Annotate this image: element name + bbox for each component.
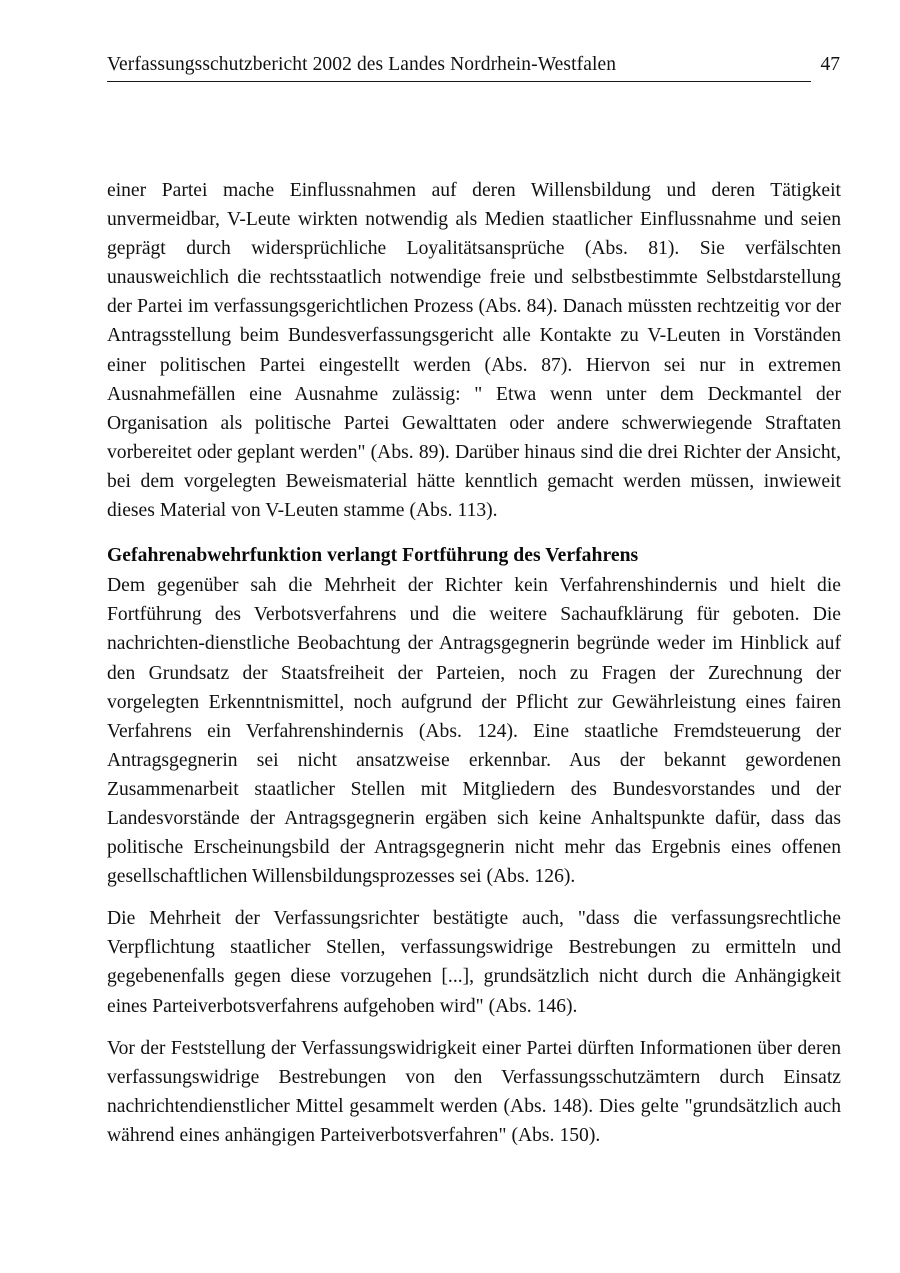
body-paragraph-2: Dem gegenüber sah die Mehrheit der Richter kein Verfahrenshindernis und hielt die Fortführung des Verbotsverfahrens und die weitere Sachaufklärung für geboten. Die nachrichten-dienstliche Beobachtung der Antragsgegnerin begründe weder im Hinblick auf den Grundsatz der Staatsfreiheit der Parteien, noch zu Fragen der Zurechnung der vorgelegten Erkenntnismittel, noch aufgrund der Pflicht zur Gewährleistung eines fairen Verfahrens ein Verfahrenshindernis (Abs. 124). Eine staatliche Fremdsteuerung der Antragsgegnerin sei nicht ansatzweise erkennbar. Aus der bekannt gewordenen Zusammenarbeit staatlicher Stellen mit Mitgliedern des Bundesvorstandes und der Landesvorstände der Antragsgegnerin ergäben sich keine Anhaltspunkte dafür, dass das politische Erscheinungsbild der Antragsgegnerin nicht mehr das Ergebnis eines offenen gesellschaftlichen Willensbildungsprozesses sei (Abs. 126). xyxy=(107,575,841,888)
section-heading-gefahrenabwehrfunktion: Gefahrenabwehrfunktion verlangt Fortführung des Verfahrens xyxy=(107,545,639,567)
header-rule xyxy=(107,81,811,82)
body-paragraph-1: einer Partei mache Einflussnahmen auf deren Willensbildung und deren Tätigkeit unvermeidbar, V-Leute wirkten notwendig als Medien staatlicher Einflussnahme und seien geprägt durch widersprüchliche Loyalitätsansprüche (Abs. 81). Sie verfälschten unausweichlich die rechtsstaatlich notwendige freie und selbstbestimmte Selbstdarstellung der Partei im verfassungsgerichtlichen Prozess (Abs. 84). Danach müssten rechtzeitig vor der Antragsstellung beim Bundesverfassungsgericht alle Kontakte zu V-Leuten in Vorständen einer politischen Partei eingestellt werden (Abs. 87). Hiervon sei nur in extremen Ausnahmefällen eine Ausnahme zulässig: " Etwa wenn unter dem Deckmantel der Organisation als politische Partei Gewalttaten oder andere schwerwiegende Straftaten vorbereitet oder geplant werden" (Abs. 89). Darüber hinaus sind die drei Richter der Ansicht, bei dem vorgelegten Beweismaterial hätte kenntlich gemacht werden müssen, inwieweit dieses Material von V-Leuten stamme (Abs. 113). xyxy=(107,180,841,522)
body-text-column xyxy=(107,176,841,1150)
body-paragraph-4: Vor der Feststellung der Verfassungswidrigkeit einer Partei dürften Informationen über deren verfassungswidrige Bestrebungen von den Verfassungsschutzämtern durch Einsatz nachrichtendienstlicher Mittel gesammelt werden (Abs. 148). Dies gelte "grundsätzlich auch während eines anhängigen Parteiverbotsverfahren" (Abs. 150). xyxy=(107,1037,841,1146)
page-running-header xyxy=(107,52,840,86)
page-number: 47 xyxy=(820,54,840,75)
body-paragraph-3: Die Mehrheit der Verfassungsrichter bestätigte auch, "dass die verfassungsrechtliche Verpflichtung staatlicher Stellen, verfassungswidrige Bestrebungen zu ermitteln und gegebenenfalls gegen diese vorzugehen [...], grundsätzlich nicht durch die Anhängigkeit eines Parteiverbotsverfahrens aufgehoben wird" (Abs. 146). xyxy=(107,908,841,1017)
header-title: Verfassungsschutzbericht 2002 des Landes Nordrhein-Westfalen xyxy=(107,54,617,75)
